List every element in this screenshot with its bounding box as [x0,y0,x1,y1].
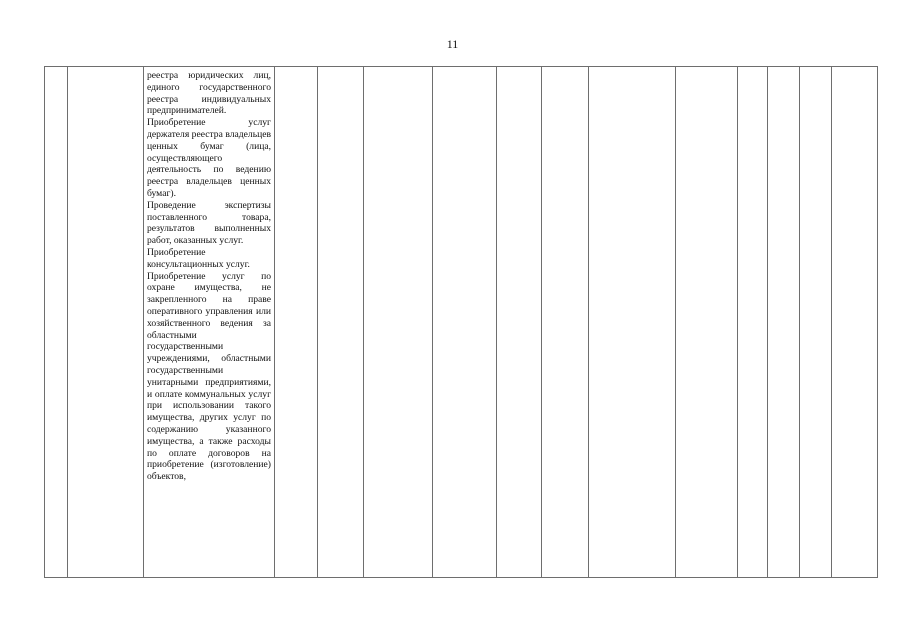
table-cell-2 [68,67,144,578]
table-cell-11 [676,67,738,578]
data-table [44,66,878,578]
page-number: 11 [446,37,459,51]
table-cell-10 [589,67,676,578]
table-cell-13 [768,67,800,578]
description-paragraph: Приобретение услуг по охране имущества, не закрепленного на праве оперативного управления или хозяйственного ведения за областными государственными учреждениями, областными государственными унитарными предприятиями, и оплате коммунальных услуг при использовании такого имущества, других услуг по содержанию указанного имущества, а также расходы по оплате договоров на приобретение (изготовление) объектов, [147,270,271,483]
table-cell-15 [832,67,878,578]
description-paragraph: реестра юридических лиц, единого государственного реестра индивидуальных предпринимателей. [147,70,271,117]
description-paragraph: Проведение экспертизы поставленного товара, результатов выполненных работ, оказанных услуг. [147,199,271,247]
table-cell-8 [497,67,542,578]
table-cell-description [144,67,275,578]
table-cell-1 [45,67,68,578]
description-paragraph: Приобретение услуг держателя реестра владельцев ценных бумаг (лица, осуществляющего деятельность по ведению реестра владельцев ценных бумаг). [147,117,271,199]
table-cell-5 [318,67,364,578]
table-row [45,67,878,578]
table-cell-14 [800,67,832,578]
table-cell-12 [738,67,768,578]
description-text [147,70,271,483]
table-cell-9 [542,67,589,578]
description-paragraph: Приобретение консультационных услуг. [147,246,250,270]
table-cell-7 [433,67,497,578]
table-cell-6 [364,67,433,578]
table-cell-4 [275,67,318,578]
